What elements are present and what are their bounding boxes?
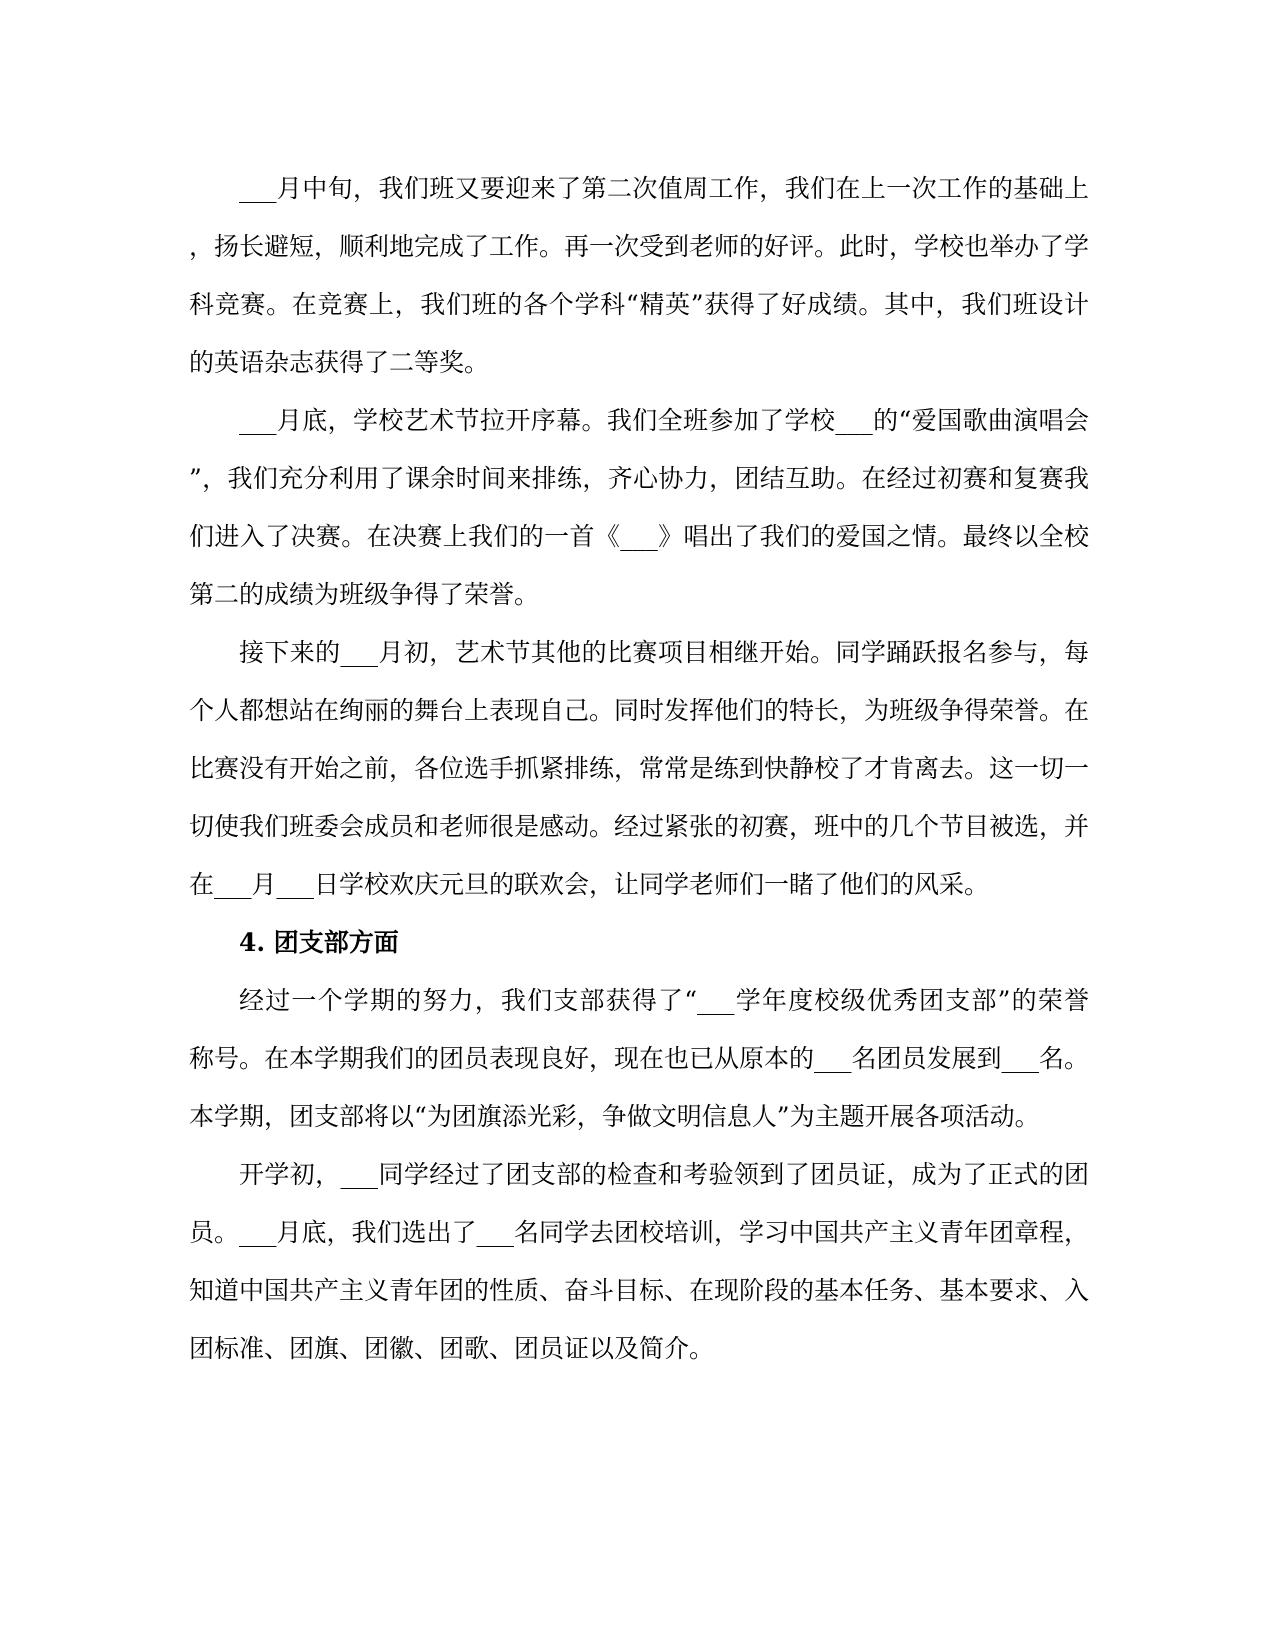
text-line: 知道中国共产主义青年团的性质、奋斗目标、在现阶段的基本任务、基本要求、入 [189,1276,1090,1305]
text-line: 在___月___日学校欢庆元旦的联欢会，让同学老师们一睹了他们的风采。 [189,870,990,899]
text-line: 第二的成绩为班级争得了荣誉。 [189,580,540,609]
text-line: 团标准、团旗、团徽、团歌、团员证以及简介。 [189,1334,715,1363]
text-line: 们进入了决赛。在决赛上我们的一首《___》唱出了我们的爱国之情。最终以全校 [189,522,1089,551]
paragraph-art-festival [189,392,1089,624]
section-heading: 4. 团支部方面 [239,928,399,957]
text-line: ___月底，学校艺术节拉开序幕。我们全班参加了学校___的“爱国歌曲演唱会 [239,406,1089,435]
text-line: 的英语杂志获得了二等奖。 [189,348,490,377]
paragraph-league-honor [189,972,1089,1146]
text-line: 比赛没有开始之前，各位选手抓紧排练，常常是练到快静校了才肯离去。这一切一 [189,754,1090,783]
text-line: ”，我们充分利用了课余时间来排练，齐心协力，团结互助。在经过初赛和复赛我 [189,464,1089,493]
text-line: 员。___月底，我们选出了___名同学去团校培训，学习中国共产主义青年团章程， [189,1218,1090,1247]
text-line: 经过一个学期的努力，我们支部获得了“___学年度校级优秀团支部”的荣誉 [239,986,1089,1015]
text-line: 称号。在本学期我们的团员表现良好，现在也已从原本的___名团员发展到___名。 [189,1044,1090,1073]
text-line: 开学初，___同学经过了团支部的检查和考验领到了团员证，成为了正式的团 [239,1160,1089,1189]
text-line: 科竞赛。在竞赛上，我们班的各个学科“精英”获得了好成绩。其中，我们班设计 [189,290,1089,319]
paragraph-duty-week [189,160,1089,392]
text-line: ___月中旬，我们班又要迎来了第二次值周工作，我们在上一次工作的基础上 [239,174,1089,203]
text-line: ，扬长避短，顺利地完成了工作。再一次受到老师的好评。此时，学校也举办了学 [189,232,1090,261]
text-line: 本学期，团支部将以“为团旗添光彩，争做文明信息人”为主题开展各项活动。 [189,1102,1040,1131]
paragraph-competitions [189,624,1089,914]
text-line: 切使我们班委会成员和老师很是感动。经过紧张的初赛，班中的几个节目被选，并 [189,812,1090,841]
paragraph-league-training [189,1146,1089,1378]
document-body [189,160,1089,1378]
text-line: 个人都想站在绚丽的舞台上表现自己。同时发挥他们的特长，为班级争得荣誉。在 [189,696,1090,725]
text-line: 接下来的___月初，艺术节其他的比赛项目相继开始。同学踊跃报名参与，每 [239,638,1089,667]
